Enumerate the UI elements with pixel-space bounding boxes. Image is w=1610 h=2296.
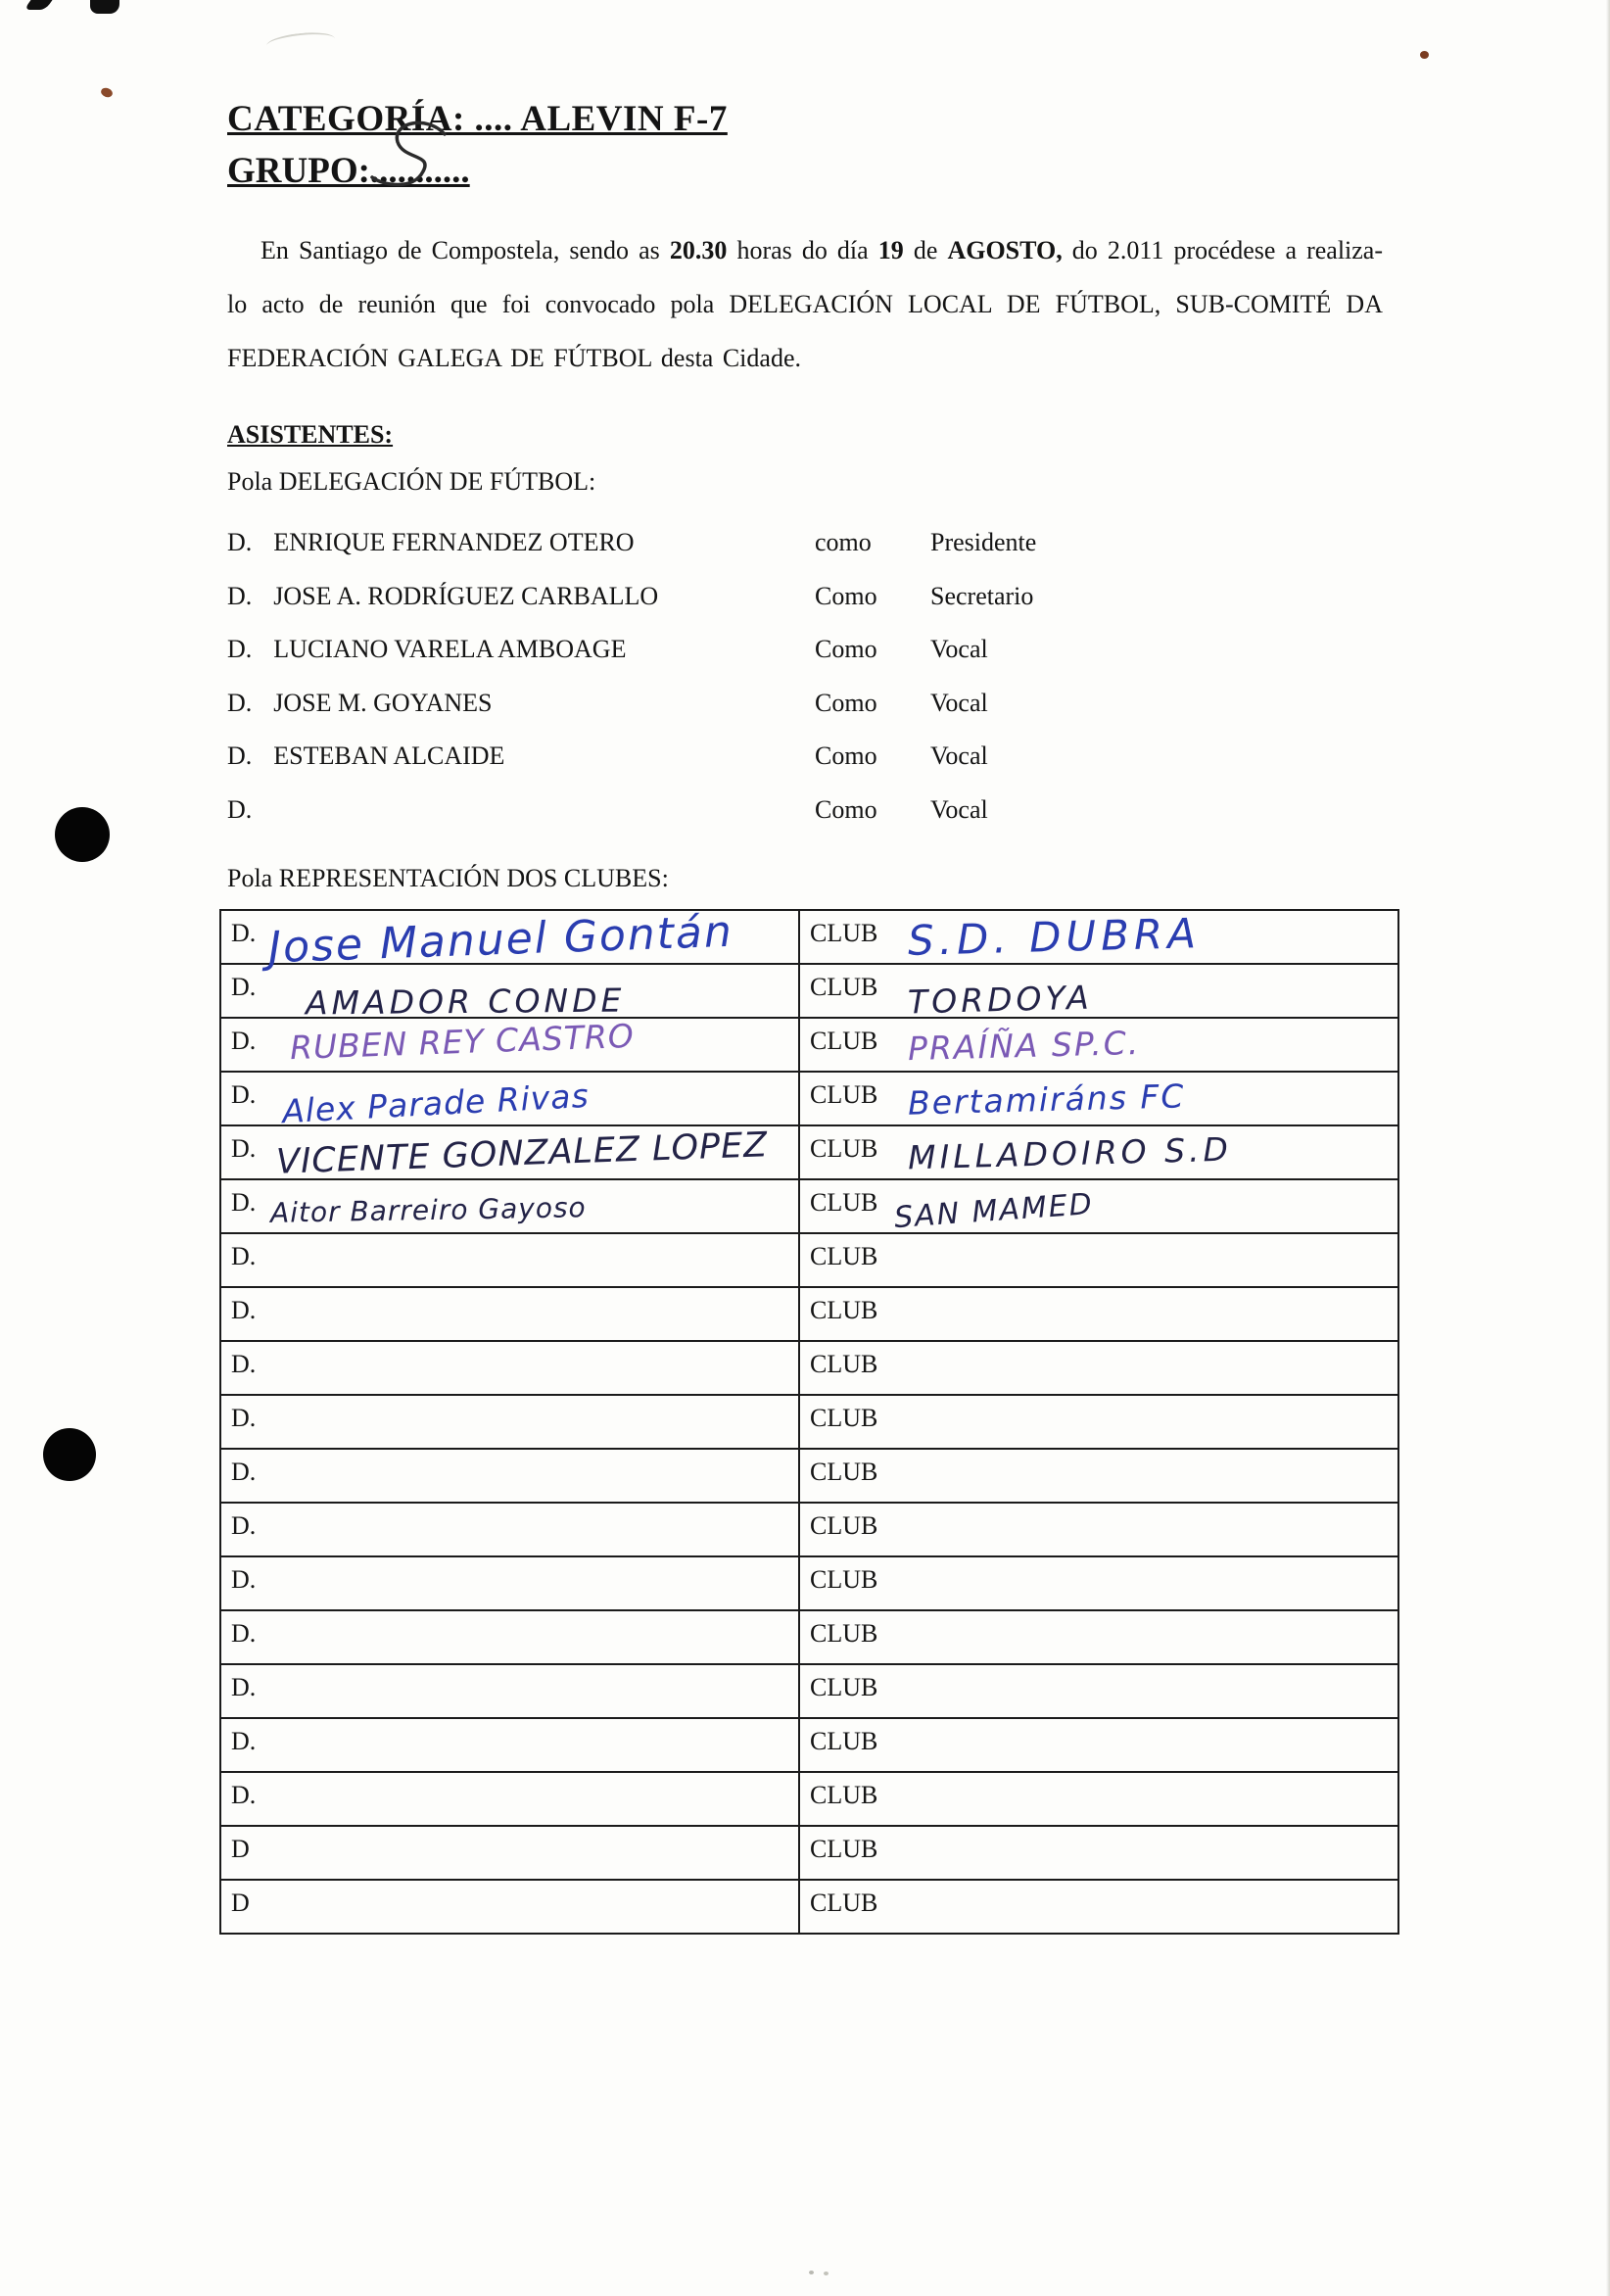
club-label: CLUB [810,1619,878,1648]
handwritten-delegate-name: Jose Manuel Gontán [267,906,734,974]
club-cell [799,1125,1398,1179]
delegate-cell [220,1233,799,1287]
d-label: D. [231,1134,257,1163]
club-label: CLUB [810,919,878,947]
intro-segment: do 2.011 procédese a realiza-lo acto de reunión que foi convocado pola DELEGACIÓN LOCAL DE FÚTBOL, SUB-COMITÉ DA FEDERACIÓN GALEGA DE FÚTBOL desta Cidade. [227,236,1384,372]
attendee-role: Presidente [930,528,1037,557]
attendee-prefix: D. [227,581,253,610]
club-table-row [220,1018,1398,1072]
attendee-como-label: Como [815,741,877,771]
club-table-row [220,1287,1398,1341]
club-table-row [220,1395,1398,1449]
ink-speck [809,2271,814,2274]
club-cell [799,1341,1398,1395]
d-label: D [231,1835,250,1863]
handwritten-delegate-name: VICENTE GONZALEZ LOPEZ [275,1125,769,1182]
d-label: D. [231,1188,257,1217]
delegate-cell [220,1718,799,1772]
attendees-list [227,516,1402,837]
asistentes-heading: ASISTENTES: [227,420,394,449]
d-label: D. [231,1080,257,1109]
club-table-row [220,1125,1398,1179]
club-label: CLUB [810,1188,878,1217]
handwritten-delegate-name: Aitor Barreiro Gayoso [269,1191,587,1229]
d-label: D. [231,1619,257,1648]
handwritten-club-name: TORDOYA [907,978,1094,1022]
attendee-name-cell [227,795,815,825]
club-cell [799,1072,1398,1125]
attendee-como-label: Como [815,794,877,824]
club-table-row [220,1503,1398,1556]
club-table-row [220,1880,1398,1934]
intro-bold-segment: AGOSTO, [947,236,1063,264]
intro-segment: de [903,236,948,264]
attendee-row [227,730,1402,784]
delegate-cell [220,1880,799,1934]
handwritten-club-name: Bertamiráns FC [907,1076,1186,1123]
club-cell [799,1826,1398,1880]
delegate-cell [220,1287,799,1341]
club-table-row [220,1072,1398,1125]
club-cell [799,1880,1398,1934]
attendee-name: ENRIQUE FERNANDEZ OTERO [273,528,635,557]
attendee-como-label: Como [815,635,877,664]
d-label: D. [231,1350,257,1378]
club-label: CLUB [810,1511,878,1540]
ink-speck [1420,51,1429,59]
clubs-table [219,906,1399,1935]
club-label: CLUB [810,1134,878,1163]
club-cell [799,1179,1398,1236]
club-table-row [220,1610,1398,1664]
club-cell [799,1287,1398,1341]
club-cell [799,964,1398,1022]
delegate-cell [220,964,799,1023]
d-label: D. [231,919,257,947]
delegate-cell [220,1826,799,1880]
attendee-role: Vocal [930,688,988,717]
club-table-row [220,1664,1398,1718]
attendee-como-label: Como [815,581,877,610]
delegate-cell [220,906,799,974]
club-label: CLUB [810,1835,878,1863]
attendee-prefix: D. [227,635,253,664]
clubs-heading: Pola REPRESENTACIÓN DOS CLUBES: [227,864,669,892]
club-label: CLUB [810,1889,878,1917]
delegate-cell [220,1503,799,1556]
handwritten-club-name: SAN MAMED [893,1186,1095,1236]
handwritten-delegate-name: AMADOR CONDE [305,981,626,1023]
delegate-cell [220,1664,799,1718]
attendee-row [227,677,1402,731]
d-label: D. [231,1511,257,1540]
club-label: CLUB [810,1027,878,1055]
club-cell [799,1772,1398,1826]
hole-punch-top [55,807,110,862]
d-label: D. [231,1781,257,1809]
club-cell [799,1395,1398,1449]
d-label: D. [231,1296,257,1324]
attendee-name-cell [227,528,815,557]
intro-bold-segment: 20.30 [669,236,728,264]
attendee-name: ESTEBAN ALCAIDE [273,741,505,771]
attendee-prefix: D. [227,528,253,557]
club-label: CLUB [810,1458,878,1486]
attendee-row [227,570,1402,624]
d-label: D. [231,1404,257,1432]
club-table-row [220,1772,1398,1826]
d-label: D. [231,1458,257,1486]
d-label: D [231,1889,250,1917]
scan-artifact-corner-mark [24,0,52,10]
attendee-role: Vocal [930,741,988,771]
scan-edge-shadow [1606,0,1610,2296]
delegate-cell [220,1610,799,1664]
attendee-role: Vocal [930,635,988,664]
handwritten-club-name: S.D. DUBRA [907,909,1202,965]
club-cell [799,1556,1398,1610]
attendee-name-cell [227,741,815,771]
delegate-cell [220,1072,799,1131]
grupo-title [227,150,470,192]
ink-speck [824,2272,829,2275]
d-label: D. [231,973,257,1001]
attendee-name-cell [227,635,815,664]
club-table-row [220,1233,1398,1287]
club-label: CLUB [810,973,878,1001]
attendee-name-cell [227,582,815,611]
delegate-cell [220,1179,799,1233]
delegate-cell [220,1395,799,1449]
delegate-cell [220,1341,799,1395]
handwritten-club-name: PRAÍÑA SP.C. [907,1023,1141,1069]
ink-speck [100,86,114,99]
intro-paragraph [227,223,1383,385]
club-table-row [220,1449,1398,1503]
attendee-name: LUCIANO VARELA AMBOAGE [273,635,627,664]
document-content [227,98,1402,1935]
club-label: CLUB [810,1242,878,1270]
club-cell [799,1718,1398,1772]
club-table-row [220,1179,1398,1233]
d-label: D. [231,1242,257,1270]
attendee-como-label: Como [815,688,877,717]
attendee-row [227,516,1402,570]
attendee-role: Secretario [930,581,1034,610]
d-label: D. [231,1027,257,1055]
delegate-cell [220,1125,799,1182]
club-label: CLUB [810,1350,878,1378]
club-cell [799,1503,1398,1556]
handwritten-club-name: MILLADOIRO S.D [907,1129,1233,1177]
categoria-title: CATEGORÍA: .... ALEVIN F-7 [227,99,728,139]
delegate-cell [220,1556,799,1610]
club-label: CLUB [810,1565,878,1594]
d-label: D. [231,1727,257,1755]
scan-artifact-pencil-mark [265,29,335,54]
attendee-name-cell [227,689,815,718]
intro-segment: En Santiago de Compostela, sendo as [260,236,670,264]
club-label: CLUB [810,1080,878,1109]
intro-bold-segment: 19 [877,236,904,264]
club-cell [799,1449,1398,1503]
club-cell [799,1018,1398,1072]
delegate-cell [220,1772,799,1826]
club-label: CLUB [810,1727,878,1755]
attendee-prefix: D. [227,741,253,771]
club-cell [799,1233,1398,1287]
d-label: D. [231,1673,257,1701]
attendee-role: Vocal [930,794,988,824]
club-table-row [220,1718,1398,1772]
handwritten-delegate-name: Alex Parade Rivas [281,1076,591,1131]
attendee-row [227,623,1402,677]
intro-segment: horas do día [727,236,878,264]
club-table-row [220,1826,1398,1880]
delegate-cell [220,1018,799,1072]
club-label: CLUB [810,1673,878,1701]
delegate-cell [220,1449,799,1503]
attendee-como-label: como [815,528,872,557]
club-table-row [220,910,1398,964]
club-table-row [220,964,1398,1018]
club-table-row [220,1556,1398,1610]
attendee-row [227,784,1402,837]
attendee-prefix: D. [227,688,253,717]
club-cell [799,1664,1398,1718]
handwritten-delegate-name: RUBEN REY CASTRO [289,1016,636,1068]
scan-artifact-corner-mark [90,0,119,14]
club-table-row [220,1341,1398,1395]
club-cell [799,910,1398,964]
club-label: CLUB [810,1404,878,1432]
club-label: CLUB [810,1781,878,1809]
attendee-name: JOSE M. GOYANES [273,688,493,717]
d-label: D. [231,1565,257,1594]
grupo-label: GRUPO:........... [227,151,470,191]
club-label: CLUB [810,1296,878,1324]
club-cell [799,1610,1398,1664]
attendee-name: JOSE A. RODRÍGUEZ CARBALLO [273,581,659,610]
attendee-prefix: D. [227,794,253,824]
delegacion-subheading: Pola DELEGACIÓN DE FÚTBOL: [227,467,596,496]
hole-punch-bottom [43,1428,96,1481]
